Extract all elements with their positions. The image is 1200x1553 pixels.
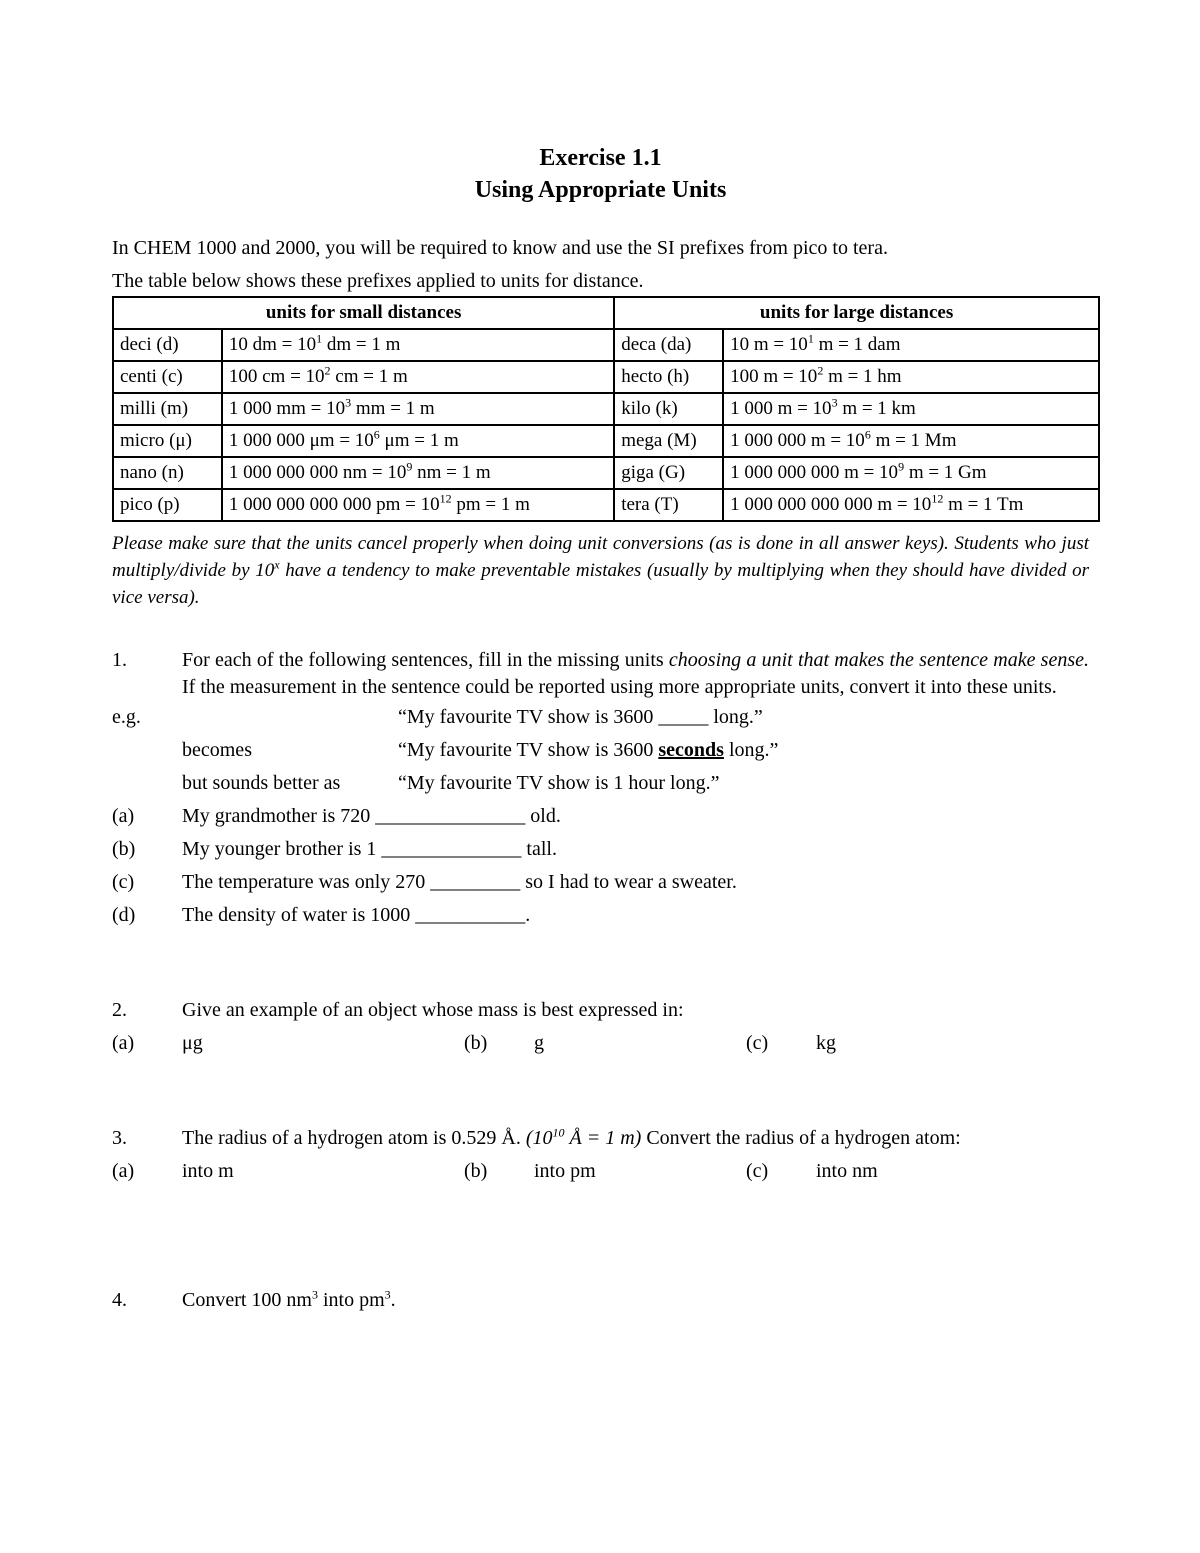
large-prefix-cell: kilo (k)	[614, 393, 723, 425]
table-row	[113, 457, 1099, 489]
example-better-row: but sounds better as “My favourite TV show is 1 hour long.”	[182, 772, 720, 794]
question-3	[112, 1122, 1089, 1188]
small-value-cell: 1 000 000 000 000 pm = $10^{12}$ pm = 1 m	[222, 489, 614, 521]
unit-cancel-note: Please make sure that the units cancel properly when doing unit conversions (as is done in all answer keys). Students who just multiply/divide by 10$^x$ have a tendency to make preventable mistakes (usually by multiplying when they should have divided or vice versa).	[112, 533, 1089, 608]
large-prefix-cell: hecto (h)	[614, 361, 723, 393]
question-text: Give an example of an object whose mass is best expressed in:	[182, 999, 684, 1021]
large-value-cell: 100 $m = 10^2$ m = 1 hm	[723, 361, 1099, 393]
header-small-distances: units for small distances	[113, 297, 614, 329]
example-row: e.g. “My favourite TV show is 3600 _____ long.”	[112, 706, 763, 728]
table-row	[113, 329, 1099, 361]
question-number: 2.	[112, 999, 127, 1021]
small-prefix-cell: centi (c)	[113, 361, 222, 393]
question-text: For each of the following sentences, fill in the missing units choosing a unit that makes the sentence make sense. If the measurement in the sentence could be reported using more appropriate units, convert it into these units.	[182, 649, 1089, 698]
large-value-cell: 1 000 $m = 10^3$ m = 1 km	[723, 393, 1099, 425]
question-text: Convert 100 $nm^3$ into $pm^3$.	[182, 1287, 396, 1311]
worksheet-page	[112, 142, 1089, 1317]
example-becomes-row: becomes “My favourite TV show is 3600 seconds long.”	[182, 739, 779, 761]
small-prefix-cell: deci (d)	[113, 329, 222, 361]
table-row	[113, 425, 1099, 457]
question-number: 3.	[112, 1127, 127, 1149]
small-prefix-cell: micro (μ)	[113, 425, 222, 457]
small-prefix-cell: nano (n)	[113, 457, 222, 489]
title-line-2: Using Appropriate Units	[474, 177, 727, 203]
small-prefix-cell: milli (m)	[113, 393, 222, 425]
list-item: (b) My younger brother is 1 ______________ tall.	[112, 838, 557, 860]
large-value-cell: 1 000 000 000 $m = 10^9$ m = 1 Gm	[723, 457, 1099, 489]
small-value-cell: 1 000 000 $\mu m = 10^6$ μm = 1 m	[222, 425, 614, 457]
si-prefix-table	[112, 296, 1100, 522]
large-prefix-cell: tera (T)	[614, 489, 723, 521]
question-number: 1.	[112, 649, 127, 671]
list-item: (a) My grandmother is 720 _______________ old.	[112, 805, 561, 827]
table-row	[113, 489, 1099, 521]
question-2-options: (a) μg (b) g (c) kg	[112, 1032, 836, 1054]
example-answer: seconds	[658, 739, 724, 761]
small-prefix-cell: pico (p)	[113, 489, 222, 521]
list-item: (c) The temperature was only 270 _________ so I had to wear a sweater.	[112, 871, 737, 893]
large-value-cell: 10 $m = 10^1$ m = 1 dam	[723, 329, 1099, 361]
large-value-cell: 1 000 000 $m = 10^6$ m = 1 Mm	[723, 425, 1099, 457]
small-value-cell: 100 cm = $10^2$ cm = 1 m	[222, 361, 614, 393]
question-1	[112, 647, 1089, 932]
small-value-cell: 1 000 mm = $10^3$ mm = 1 m	[222, 393, 614, 425]
intro-line-1: In CHEM 1000 and 2000, you will be required to know and use the SI prefixes from pico to tera.	[112, 237, 888, 259]
page-title	[112, 142, 1089, 206]
question-text: The radius of a hydrogen atom is 0.529 Å. ($10^{10}$ Å = 1 m) Convert the radius of a hydrogen atom:	[182, 1125, 961, 1149]
large-prefix-cell: deca (da)	[614, 329, 723, 361]
title-line-1: Exercise 1.1	[539, 145, 662, 171]
question-number: 4.	[112, 1289, 127, 1311]
table-row	[113, 393, 1099, 425]
header-large-distances: units for large distances	[614, 297, 1099, 329]
intro-text	[112, 232, 1089, 298]
question-3-options: (a) into m (b) into pm (c) into nm	[112, 1160, 878, 1182]
question-2	[112, 994, 1089, 1060]
question-4	[112, 1284, 1089, 1317]
intro-line-2: The table below shows these prefixes applied to units for distance.	[112, 270, 644, 292]
large-value-cell: 1 000 000 000 000 $m = 10^{12}$ m = 1 Tm	[723, 489, 1099, 521]
small-value-cell: 1 000 000 000 nm = $10^9$ nm = 1 m	[222, 457, 614, 489]
large-prefix-cell: giga (G)	[614, 457, 723, 489]
list-item: (d) The density of water is 1000 ___________.	[112, 904, 531, 926]
table-header-row	[113, 297, 1099, 329]
table-row	[113, 361, 1099, 393]
small-value-cell: 10 dm = $10^1$ dm = 1 m	[222, 329, 614, 361]
large-prefix-cell: mega (M)	[614, 425, 723, 457]
